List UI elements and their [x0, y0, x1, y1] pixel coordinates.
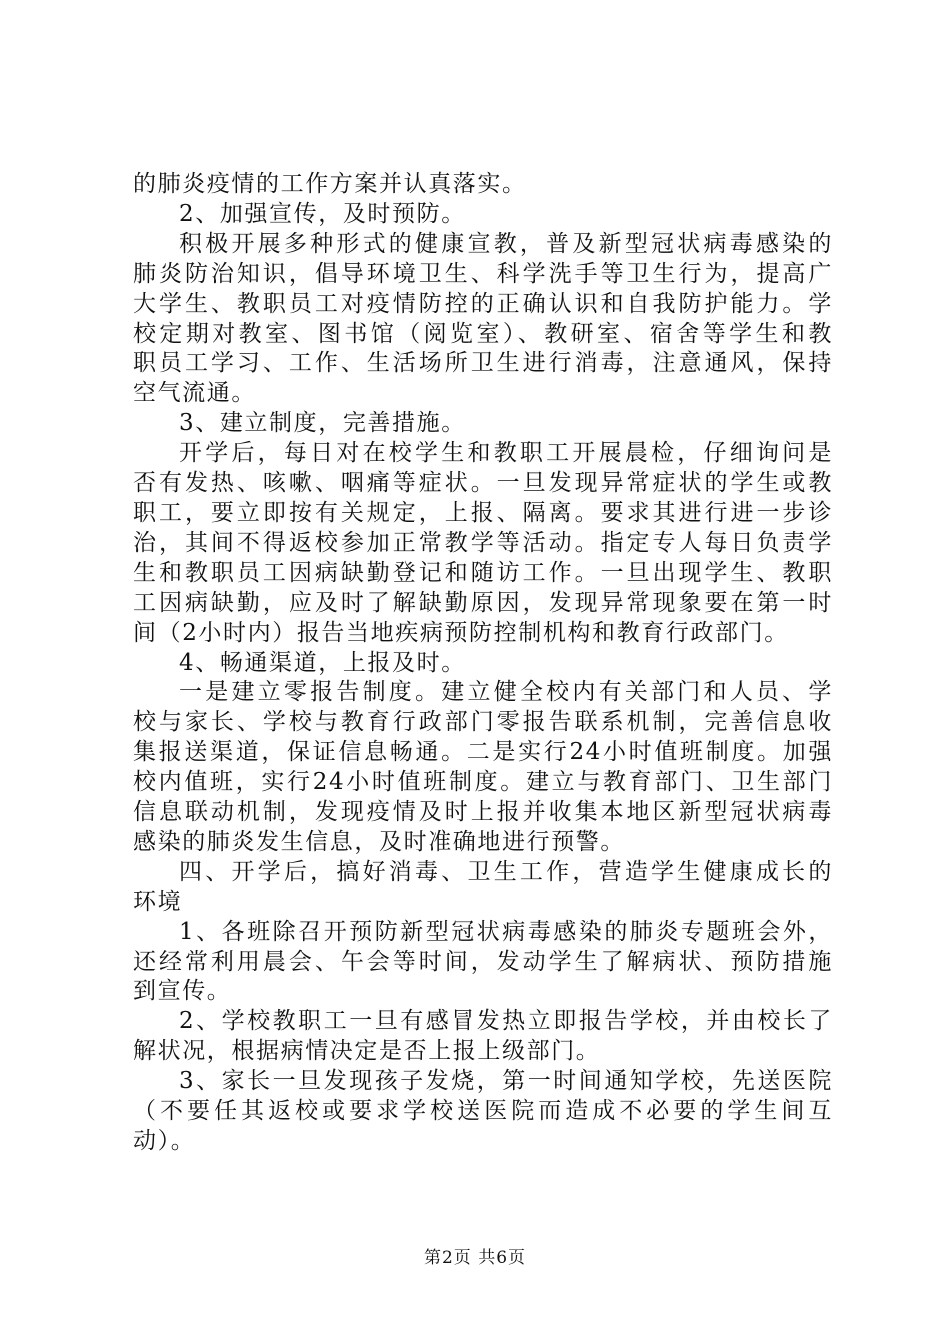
text-line: 开学后，每日对在校学生和教职工开展晨检，仔细询问是 — [179, 440, 833, 467]
text-line: 到宣传。 — [133, 978, 232, 1005]
section-heading: 四、开学后，搞好消毒、卫生工作，营造学生健康成长的 — [179, 858, 833, 885]
list-item: 3、家长一旦发现孩子发烧，第一时间通知学校，先送医院 — [179, 1068, 833, 1095]
text-line: 集报送渠道，保证信息畅通。二是实行24小时值班制度。加强 — [133, 739, 833, 766]
text-line: 还经常利用晨会、午会等时间，发动学生了解病状、预防措施 — [133, 948, 833, 975]
text-line: 校与家长、学校与教育行政部门零报告联系机制，完善信息收 — [133, 709, 833, 736]
text-line: 环境 — [133, 888, 183, 915]
text-line: 空气流通。 — [133, 380, 256, 407]
text-line: 解状况，根据病情决定是否上报上级部门。 — [133, 1038, 601, 1065]
section-heading: 3、建立制度，完善措施。 — [179, 410, 466, 437]
text-line: 一是建立零报告制度。建立健全校内有关部门和人员、学 — [179, 679, 833, 706]
section-heading: 2、加强宣传，及时预防。 — [179, 200, 466, 227]
text-line: 积极开展多种形式的健康宣教，普及新型冠状病毒感染的 — [179, 230, 833, 257]
list-item: 2、学校教职工一旦有感冒发热立即报告学校，并由校长了 — [179, 1008, 833, 1035]
text-line: 校内值班，实行24小时值班制度。建立与教育部门、卫生部门 — [133, 769, 833, 796]
text-line: 治，其间不得返校参加正常教学等活动。指定专人每日负责学 — [133, 529, 833, 556]
text-line: 信息联动机制，发现疫情及时上报并收集本地区新型冠状病毒 — [133, 799, 833, 826]
document-body — [133, 170, 833, 1157]
text-line: 生和教职员工因病缺勤登记和随访工作。一旦出现学生、教职 — [133, 559, 833, 586]
text-line: 间（2小时内）报告当地疾病预防控制机构和教育行政部门。 — [133, 619, 789, 646]
text-line: 校定期对教室、图书馆（阅览室）、教研室、宿舍等学生和教 — [133, 320, 833, 347]
text-line: 大学生、教职员工对疫情防控的正确认识和自我防护能力。学 — [133, 290, 833, 317]
text-line: 职员工学习、工作、生活场所卫生进行消毒，注意通风，保持 — [133, 350, 833, 377]
text-line: 感染的肺炎发生信息，及时准确地进行预警。 — [133, 828, 625, 855]
text-line: 肺炎防治知识，倡导环境卫生、科学洗手等卫生行为，提高广 — [133, 260, 833, 287]
text-line: （不要任其返校或要求学校送医院而造成不必要的学生间互 — [133, 1098, 833, 1125]
text-line: 否有发热、咳嗽、咽痛等症状。一旦发现异常症状的学生或教 — [133, 470, 833, 497]
section-heading: 4、畅通渠道，上报及时。 — [179, 649, 466, 676]
text-line: 动）。 — [133, 1128, 196, 1154]
text-line: 的肺炎疫情的工作方案并认真落实。 — [133, 171, 527, 197]
page-footer: 第2页 共6页 — [423, 1248, 527, 1268]
text-line: 工因病缺勤，应及时了解缺勤原因，发现异常现象要在第一时 — [133, 589, 833, 616]
text-line: 职工，要立即按有关规定，上报、隔离。要求其进行进一步诊 — [133, 499, 833, 526]
list-item: 1、各班除召开预防新型冠状病毒感染的肺炎专题班会外， — [179, 918, 833, 945]
